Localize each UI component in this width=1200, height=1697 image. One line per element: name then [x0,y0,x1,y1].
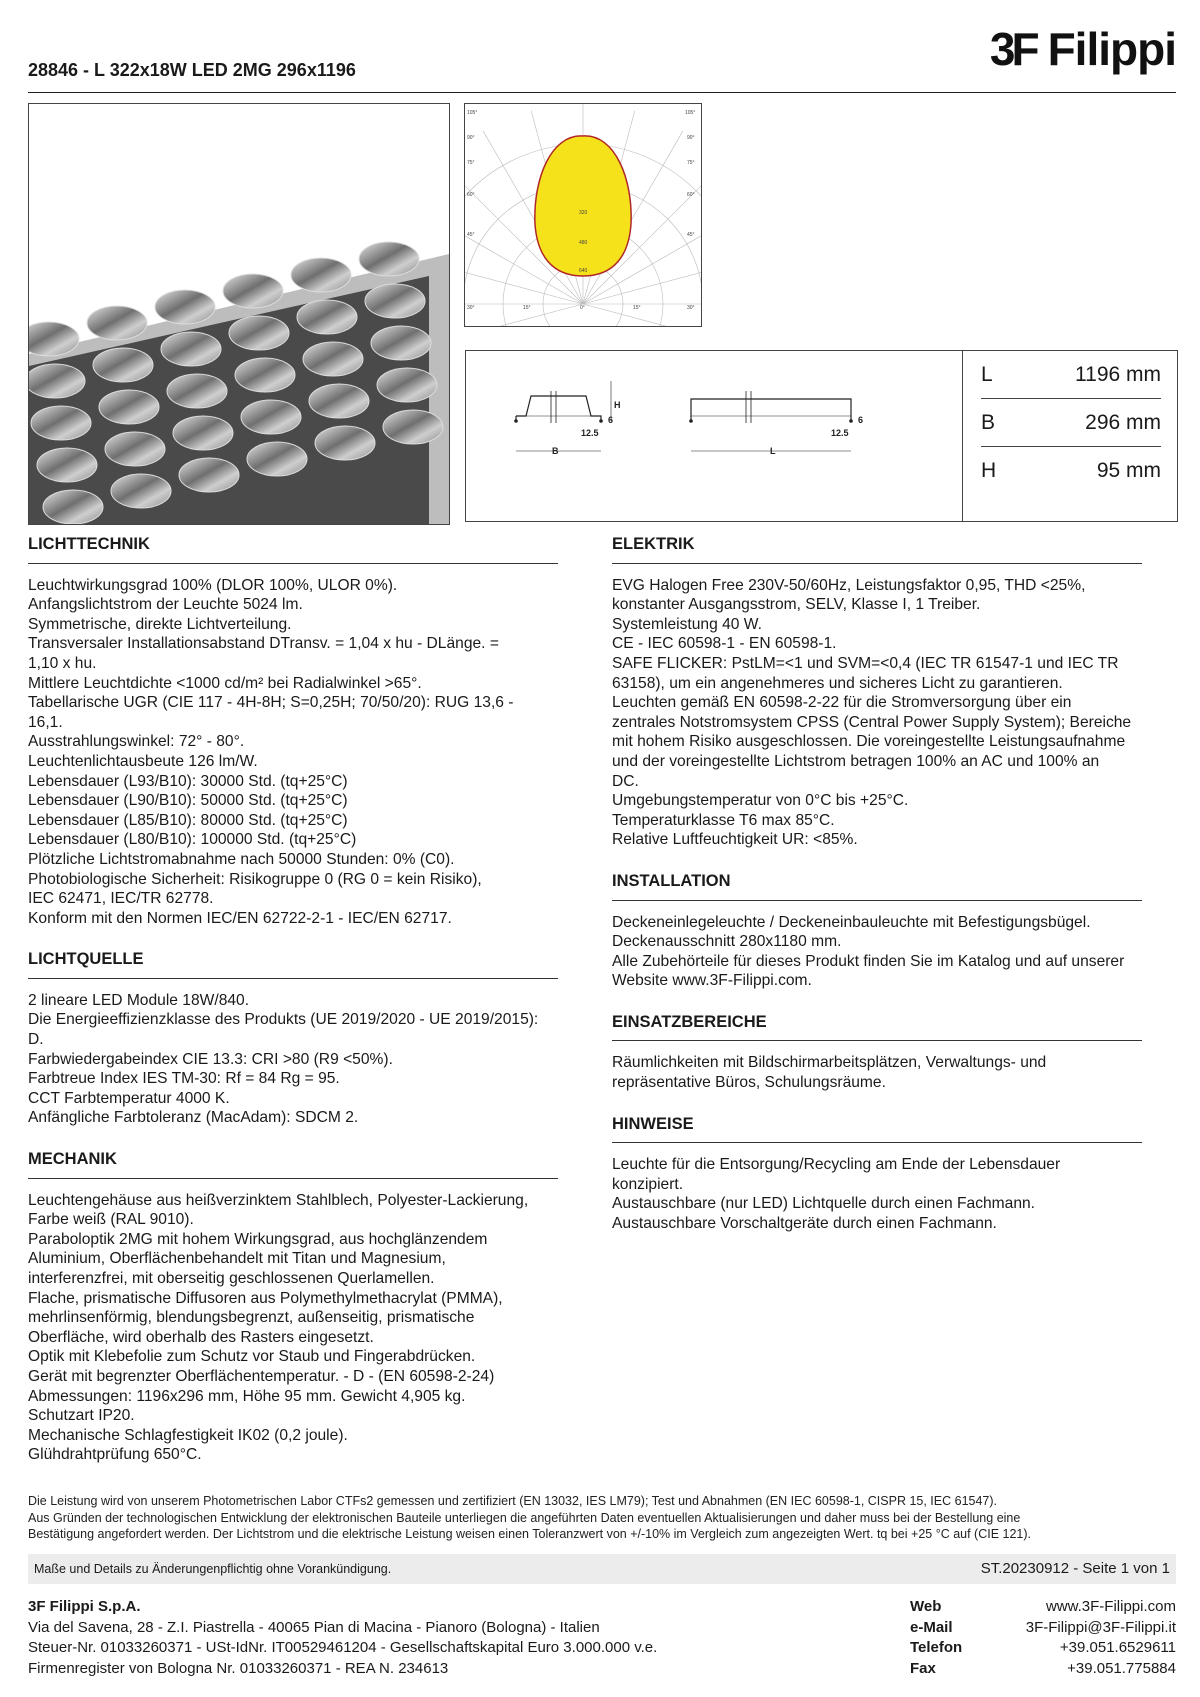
section-body: Leuchtwirkungsgrad 100% (DLOR 100%, ULOR 0%). Anfangslichtstrom der Leuchte 5024 lm. Symmetrische, direkte Lichtverteilung. Transversaler Installationsabstand DTransv. = 1,04 x hu - DLänge. = 1,10 x hu. Mittlere Leuchtdichte <1000 cd/m² bei Radialwinkel >65°. Tabellarische UGR (CIE 117 - 4H-8H; S=0,25H; 70/50/20): RUG 13,6 - 16,1. Ausstrahlungswinkel: 72° - 80°. Leuchtenlichtausbeute 126 lm/W. Lebensdauer (L93/B10): 30000 Std. (tq+25°C) Lebensdauer (L90/B10): 50000 Std. (tq+25°C) Lebensdauer (L85/B10): 80000 Std. (tq+25°C) Lebensdauer (L80/B10): 100000 Std. (tq+25°C) Plötzliche Lichtstromabnahme nach 50000 Stunden: 0% (C0). Photobiologische Sicherheit: Risikogruppe 0 (RG 0 = kein Risiko), IEC 62471, IEC/TR 62778. Konform mit den Normen IEC/EN 62722-2-1 - IEC/EN 62717. [28,576,514,927]
contact-key: Web [910,1598,942,1615]
email-link[interactable]: 3F-Filippi@3F-Filippi.it [1025,1618,1176,1636]
louvre-cell [371,326,431,360]
section-body: Deckeneinlegeleuchte / Deckeneinbauleuchte mit Befestigungsbügel. Deckenausschnitt 280x1180 mm. Alle Zubehörteile für dieses Produkt finden Sie im Katalog und auf unserer Website www.3F-Filippi.com. [612,913,1125,990]
contact-key: Fax [910,1659,936,1677]
angle-label-left: 30° [467,305,475,311]
angle-label-left: 90° [467,135,475,141]
louvre-cell [247,442,307,476]
section-installation [612,872,1142,991]
drawing-label-d4: 6 [858,415,864,425]
drawing-label-d2: 6 [608,415,614,425]
dimension-value: 296 mm [1085,411,1161,434]
polar-curve [535,136,631,276]
louvre-cell [29,364,85,398]
dimension-value: 95 mm [1096,459,1161,482]
contact-web [910,1597,1176,1618]
section-einsatzbereiche [612,1013,1142,1093]
louvre-cell [241,400,301,434]
angle-label-left: 105° [467,110,478,116]
disclaimer-text: Maße und Details zu Änderungenpflichtig ohne Vorankündigung. [34,1562,392,1576]
angle-label-bottom: 15° [523,305,531,311]
contact-phone [910,1638,1176,1659]
louvre-cell [99,390,159,424]
louvre-cell [297,300,357,334]
product-title: 28846 - L 322x18W LED 2MG 296x1196 [28,60,356,80]
louvre-cell [173,416,233,450]
polar-value-label: 320 [579,210,588,216]
document-revision: ST.20230912 - Seite 1 von 1 [980,1560,1170,1577]
dimension-row-width [981,399,1161,447]
drawing-label-b: B [552,446,559,456]
section-lichttechnik [28,535,558,928]
louvre-cell [161,332,221,366]
dimension-label: H [981,459,997,482]
angle-label-left: 60° [467,192,475,198]
louvre-cell [105,432,165,466]
footnote: Die Leistung wird von unserem Photometrischen Labor CTFs2 gemessen und zertifiziert (EN 13032, IES LM79); Test und Abnahmen (EN IEC 60598-1, CISPR 15, IEC 61547). Aus Gründen der technologischen Entwicklung der elektronischen Bauteile unterliegen die angeführten Daten eventuellen Aktualisierungen und daher muss bei der Bestellung eine Bestätigung angefordert werden. Der Lichtstrom und die elektrische Leistung weisen einen Toleranzwert von +/-10% im Vergleich zum angezeigten Wert. tq bei +25 °C auf (CIE 121). [28,1494,1032,1541]
angle-label-right: 30° [687,305,695,311]
louvre-cell [87,306,147,340]
louvre-cell [111,474,171,508]
section-heading: LICHTTECHNIK [28,535,558,564]
louvre-cell [37,448,97,482]
louvre-cell [383,410,443,444]
drawing-label-d3: 12.5 [831,428,849,438]
polar-light-distribution [464,103,702,327]
louvre-cell [179,458,239,492]
dimensions-panel [465,350,1178,522]
brand-logo [990,22,1176,76]
angle-label-bottom: 15° [633,305,641,311]
louvre-cell [359,242,419,276]
section-body: Räumlichkeiten mit Bildschirmarbeitsplätzen, Verwaltungs- und repräsentative Büros, Schulungsräume. [612,1054,1047,1092]
section-body: EVG Halogen Free 230V-50/60Hz, Leistungsfaktor 0,95, THD <25%, konstanter Ausgangsstrom, SELV, Klasse I, 1 Treiber. Systemleistung 40 W. CE - IEC 60598-1 - EN 60598-1. SAFE FLICKER: PstLM=<1 und SVM=<0,4 (IEC TR 61547-1 und IEC TR 63158), um ein angenehmeres und sicheres Licht zu garantieren. Leuchten gemäß EN 60598-2-22 für die Stromversorgung über ein zentrales Notstromsystem CPSS (Central Power Supply System); Bereiche mit hohem Risiko ausgeschlossen. Die voreingestellte Leistungsaufnahme und der voreingestellte Lichtstrom betragen 100% an AC und 100% an DC. Umgebungstemperatur von 0°C bis +25°C. Temperaturklasse T6 max 85°C. Relative Luftfeuchtigkeit UR: <85%. [612,576,1132,849]
contact-fax [910,1659,1176,1680]
dimension-row-length [981,351,1161,399]
left-column [28,535,558,1487]
louvre-cell [365,284,425,318]
company-tax: Steuer-Nr. 01033260371 - USt-IdNr. IT00529461204 - Gesellschaftskapital Euro 3.000.000 v.e. [28,1639,658,1656]
louvre-cell [43,490,103,524]
louvre-cell [31,406,91,440]
section-heading: INSTALLATION [612,872,1142,901]
louvre-cell [167,374,227,408]
dimension-drawing [486,361,946,511]
fax-value: +39.051.775884 [1067,1659,1176,1677]
section-heading: ELEKTRIK [612,535,1142,564]
angle-label-right: 105° [685,110,696,116]
dimension-label: L [981,363,993,386]
angle-label-right: 45° [687,232,695,238]
company-register: Firmenregister von Bologna Nr. 01033260371 - REA N. 234613 [28,1659,449,1677]
section-heading: EINSATZBEREICHE [612,1013,1142,1042]
logo-mark: 3F [989,23,1036,75]
drawing-label-h: H [614,400,621,410]
web-link[interactable]: www.3F-Filippi.com [1045,1598,1176,1615]
section-heading: HINWEISE [612,1115,1142,1144]
angle-label-right: 75° [687,160,695,166]
louvre-cell [303,342,363,376]
right-column [612,535,1142,1256]
company-info [28,1597,808,1679]
section-heading: MECHANIK [28,1150,558,1179]
company-name: 3F Filippi S.p.A. [28,1598,141,1615]
contact-email [910,1618,1176,1639]
louvre-cell [223,274,283,308]
dimension-row-height [981,447,1161,495]
louvre-cell [309,384,369,418]
dimension-label: B [981,411,996,434]
header-divider [28,92,1176,93]
section-hinweise [612,1115,1142,1234]
section-lichtquelle [28,950,558,1128]
company-address: Via del Savena, 28 - Z.I. Piastrella - 40065 Pian di Macina - Pianoro (Bologna) - Italien [28,1618,600,1636]
drawing-label-d1: 12.5 [581,428,599,438]
luminaire-illustration [29,104,449,524]
revision-bar [28,1554,1176,1584]
polar-value-label: 640 [579,268,588,274]
angle-label-left: 75° [467,160,475,166]
dimension-value: 1196 mm [1075,363,1161,386]
dimensions-divider [962,351,963,521]
phone-value: +39.051.6529611 [1059,1639,1176,1656]
louvre-cell [377,368,437,402]
section-elektrik [612,535,1142,850]
louvre-cell [93,348,153,382]
louvre-cell [291,258,351,292]
polar-value-label: 480 [579,240,588,246]
logo-text: Filippi [1047,23,1176,75]
section-body: 2 lineare LED Module 18W/840. Die Energieeffizienzklasse des Produkts (UE 2019/2020 - UE 2019/2015): D. Farbwiedergabeindex CIE 13.3: CRI >80 (R9 <50%). Farbtreue Index IES TM-30: Rf = 84 Rg = 95. CCT Farbtemperatur 4000 K. Anfängliche Farbtoleranz (MacAdam): SDCM 2. [28,991,539,1127]
section-mechanik [28,1150,558,1465]
louvre-cell [229,316,289,350]
angle-label-left: 45° [467,232,475,238]
section-heading: LICHTQUELLE [28,950,558,979]
drawing-label-l: L [770,446,776,456]
contacts [910,1597,1176,1679]
louvre-cell [315,426,375,460]
section-body: Leuchtengehäuse aus heißverzinktem Stahlblech, Polyester-Lackierung, Farbe weiß (RAL 9010). Paraboloptik 2MG mit hohem Wirkungsgrad, aus hochglänzendem Aluminium, Oberflächenbehandelt mit Titan und Magnesium, interferenzfrei, mit oberseitig geschlossenen Querlamellen. Flache, prismatische Diffusoren aus Polymethylmethacrylat (PMMA), mehrlinsenförmig, blendungsbegrenzt, außenseitig, prismatische Oberfläche, wird oberhalb des Rasters eingesetzt. Optik mit Klebefolie zum Schutz vor Staub und Fingerabdrücken. Gerät mit begrenzter Oberflächentemperatur. - D - (EN 60598-2-24) Abmessungen: 1196x296 mm, Höhe 95 mm. Gewicht 4,905 kg. Schutzart IP20. Mechanische Schlagfestigkeit IK02 (0,2 joule). Glühdrahtprüfung 650°C. [28,1191,529,1464]
contact-key: e-Mail [910,1618,953,1636]
contact-key: Telefon [910,1639,963,1656]
polar-diagram-svg [465,104,701,326]
product-photo [28,103,450,525]
angle-label-bottom: 0° [580,305,585,311]
angle-label-right: 90° [687,135,695,141]
angle-label-right: 60° [687,192,695,198]
louvre-cell [235,358,295,392]
louvre-cell [155,290,215,324]
section-body: Leuchte für die Entsorgung/Recycling am Ende der Lebensdauer konzipiert. Austauschbare (nur LED) Lichtquelle durch einen Fachmann. Austauschbare Vorschaltgeräte durch einen Fachmann. [612,1156,1061,1233]
